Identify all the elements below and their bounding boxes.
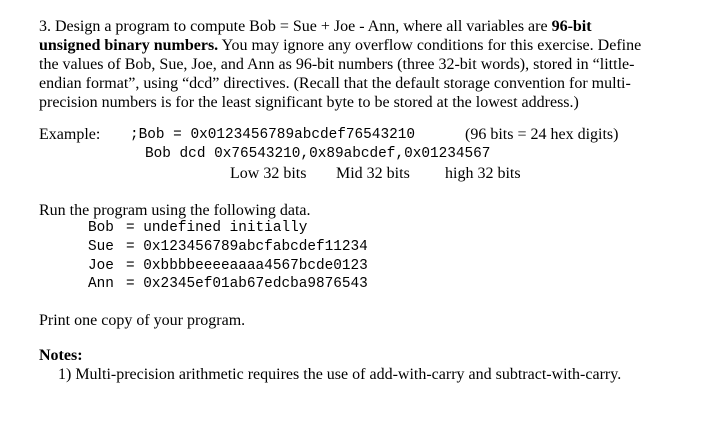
print-instruction: Print one copy of your program. bbox=[39, 312, 246, 329]
example-label: Example: bbox=[39, 126, 101, 143]
problem-line-3: the values of Bob, Sue, Joe, and Ann as 96-bit numbers (three 32-bit words), stored in “little- bbox=[39, 56, 635, 73]
data-row-bob bbox=[88, 219, 307, 238]
example-comment-code: ;Bob = 0x0123456789abcdef76543210 bbox=[130, 127, 415, 143]
equals-sign: = bbox=[126, 276, 135, 292]
var-value: 0xbbbbeeeeaaaa4567bcde0123 bbox=[143, 258, 368, 274]
var-name: Bob bbox=[88, 220, 114, 236]
var-value: undefined initially bbox=[143, 220, 308, 236]
equals-sign: = bbox=[126, 258, 135, 274]
equals-sign: = bbox=[126, 220, 135, 236]
problem-line-5: precision numbers is for the least significant byte to be stored at the lowest address.) bbox=[39, 94, 579, 111]
var-value: 0x2345ef01ab67edcba9876543 bbox=[143, 276, 368, 292]
var-value: 0x123456789abcfabcdef11234 bbox=[143, 239, 368, 255]
var-name: Joe bbox=[88, 258, 114, 274]
example-col-mid: Mid 32 bits bbox=[336, 165, 410, 182]
notes-item-1: 1) Multi-precision arithmetic requires the use of add-with-carry and subtract-with-carry. bbox=[58, 366, 622, 383]
example-col-high: high 32 bits bbox=[445, 165, 521, 182]
notes-heading: Notes: bbox=[39, 347, 83, 364]
data-row-joe bbox=[88, 257, 368, 276]
problem-line-1 bbox=[39, 17, 679, 36]
problem-line-2 bbox=[39, 36, 679, 55]
problem-text: You may ignore any overflow conditions for this exercise. Define bbox=[218, 37, 642, 54]
problem-line-4: endian format”, using “dcd” directives. (Recall that the default storage convention for multi- bbox=[39, 75, 631, 92]
example-dcd-code: Bob dcd 0x76543210,0x89abcdef,0x01234567 bbox=[145, 146, 491, 162]
data-row-sue bbox=[88, 238, 368, 257]
var-name: Sue bbox=[88, 239, 114, 255]
problem-bold-text: 96-bit bbox=[551, 18, 592, 35]
problem-statement bbox=[39, 17, 679, 112]
equals-sign: = bbox=[126, 239, 135, 255]
problem-bold-text: unsigned binary numbers. bbox=[39, 37, 219, 54]
var-name: Ann bbox=[88, 276, 114, 292]
run-intro: Run the program using the following data. bbox=[39, 202, 311, 219]
example-note: (96 bits = 24 hex digits) bbox=[465, 126, 619, 143]
data-row-ann bbox=[88, 275, 368, 294]
example-col-low: Low 32 bits bbox=[230, 165, 307, 182]
problem-text: 3. Design a program to compute Bob = Sue + Joe - Ann, where all variables are bbox=[39, 18, 552, 35]
